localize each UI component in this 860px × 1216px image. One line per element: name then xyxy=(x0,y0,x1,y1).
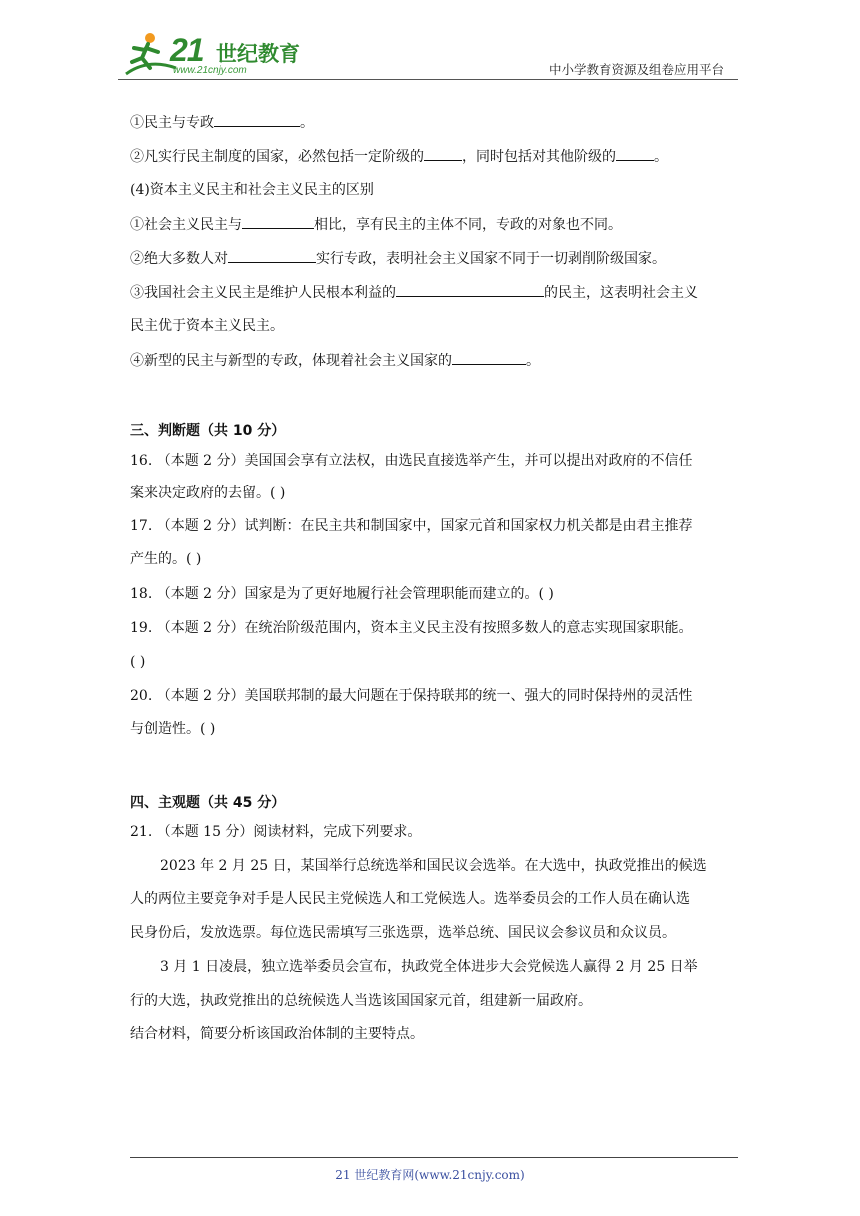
answer-blank[interactable] xyxy=(396,282,544,297)
question-text: 20. （本题 2 分）美国联邦制的最大问题在于保持联邦的统一、强大的同时保持州的灵活性 xyxy=(130,688,693,704)
logo-number: 21 xyxy=(170,32,204,68)
section-title: 四、主观题（共 45 分） xyxy=(130,795,286,811)
section-title: 三、判断题（共 10 分） xyxy=(130,423,286,439)
site-logo[interactable] xyxy=(118,28,308,80)
question-text: 17. （本题 2 分）试判断：在民主共和制国家中，国家元首和国家权力机关都是由君主推荐 xyxy=(130,518,693,534)
question-text: 16. （本题 2 分）美国国会享有立法权，由选民直接选举产生，并可以提出对政府的不信任 xyxy=(130,453,693,469)
question-text: 21. （本题 15 分）阅读材料，完成下列要求。 xyxy=(130,824,422,840)
material-text: 行的大选，执政党推出的总统候选人当选该国国家元首，组建新一届政府。 xyxy=(130,993,592,1009)
text-line: ③我国社会主义民主是维护人民根本利益的 的民主，这表明社会主义 xyxy=(130,282,698,303)
answer-blank[interactable] xyxy=(616,146,654,161)
answer-blank[interactable] xyxy=(242,214,314,229)
footer-divider xyxy=(130,1157,738,1158)
header-divider xyxy=(118,79,738,80)
question-text: 产生的。( ) xyxy=(130,551,202,567)
text-line: 民主优于资本主义民主。 xyxy=(130,318,284,334)
page-header xyxy=(118,28,738,80)
footer-link[interactable]: 21 世纪教育网(www.21cnjy.com) xyxy=(335,1168,525,1182)
question-text: 与创造性。( ) xyxy=(130,721,216,737)
answer-blank[interactable] xyxy=(424,146,462,161)
question-prompt: 结合材料，简要分析该国政治体制的主要特点。 xyxy=(130,1026,424,1042)
runner-icon xyxy=(118,28,178,80)
answer-blank[interactable] xyxy=(214,112,300,127)
material-text: 3 月 1 日凌晨，独立选举委员会宣布，执政党全体进步大会党候选人赢得 2 月 25 日举 xyxy=(160,959,698,975)
material-text: 人的两位主要竞争对手是人民民主党候选人和工党候选人。选举委员会的工作人员在确认选 xyxy=(130,891,690,907)
text-line: (4)资本主义民主和社会主义民主的区别 xyxy=(130,182,374,198)
text-line: ④新型的民主与新型的专政，体现着社会主义国家的 。 xyxy=(130,350,540,371)
material-text: 2023 年 2 月 25 日，某国举行总统选举和国民议会选举。在大选中，执政党推出的候选 xyxy=(160,858,707,874)
material-text: 民身份后，发放选票。每位选民需填写三张选票，选举总统、国民议会参议员和众议员。 xyxy=(130,925,676,941)
text-line: ②凡实行民主制度的国家，必然包括一定阶级的 ，同时包括对其他阶级的 。 xyxy=(130,146,668,167)
logo-name: 世纪教育 xyxy=(216,42,300,66)
logo-url: www.21cnjy.com xyxy=(173,65,247,76)
answer-blank[interactable] xyxy=(228,248,316,263)
question-text: ( ) xyxy=(130,654,146,670)
question-text: 19. （本题 2 分）在统治阶级范围内，资本主义民主没有按照多数人的意志实现国家职能。 xyxy=(130,620,693,636)
text-line: ②绝大多数人对 实行专政，表明社会主义国家不同于一切剥削阶级国家。 xyxy=(130,248,666,269)
header-tagline: 中小学教育资源及组卷应用平台 xyxy=(548,62,724,77)
text-line: ①民主与专政 。 xyxy=(130,112,314,133)
answer-blank[interactable] xyxy=(452,350,526,365)
question-text: 案来决定政府的去留。( ) xyxy=(130,485,286,501)
text-line: ①社会主义民主与 相比，享有民主的主体不同，专政的对象也不同。 xyxy=(130,214,622,235)
question-text: 18. （本题 2 分）国家是为了更好地履行社会管理职能而建立的。( ) xyxy=(130,586,554,602)
